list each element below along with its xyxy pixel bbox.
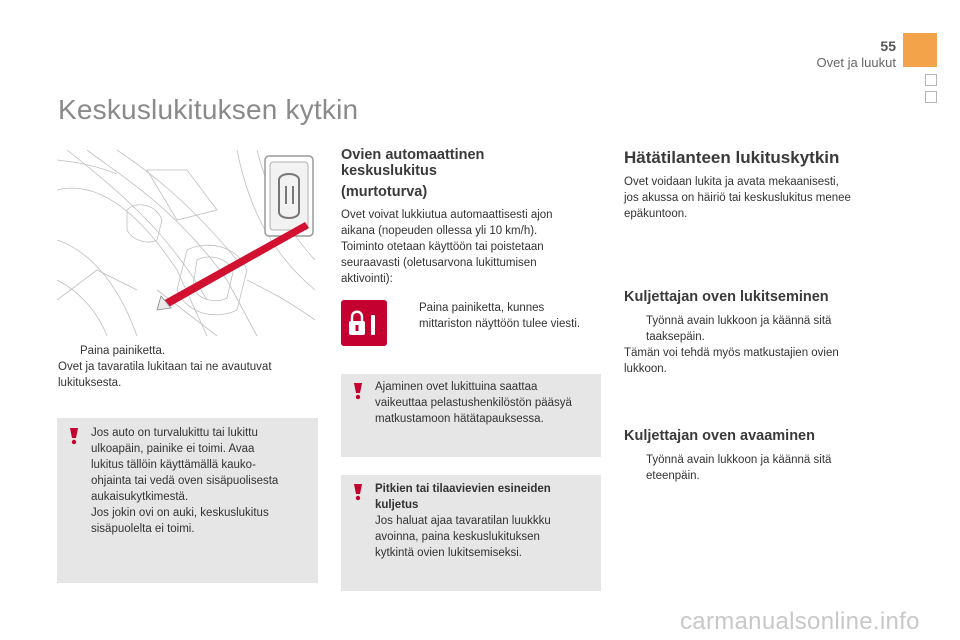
warning-box-rescue [341,374,601,457]
auto-lock-description: Ovet voivat lukkiutua automaattisesti ajon aikana (nopeuden ollessa yli 10 km/h). Toiminto otetaan käyttöön tai poistetaan seuraavasti (oletusarvona lukittumisen aktivointi): [341,209,553,285]
instruction-unlock-driver-door: Työnnä avain lukkoon ja käännä sitä eteenpäin. [646,454,832,482]
page-number: 55 [880,38,896,54]
warning-text-rescue: Ajaminen ovet lukittuina saattaa vaikeuttaa pelastushenkilöstön pääsyä matkustamoon hätätapauksessa. [375,381,572,425]
instruction-lock-driver-door: Työnnä avain lukkoon ja käännä sitä taaksepäin. [646,315,832,343]
warning-icon [349,483,367,501]
heading-auto-lock: Ovien automaattinen keskuslukitus (murtoturva) [341,147,485,200]
heading-driver-door-lock: Kuljettajan oven lukitseminen [624,289,829,305]
instruction-result: Ovet ja tavaratila lukitaan tai ne avautuvat lukituksesta. [58,361,272,389]
instruction-press-button: Paina painiketta. [80,345,166,357]
page-marker-2 [925,91,937,103]
section-title: Ovet ja luukut [816,55,896,70]
heading-emergency-lock: Hätätilanteen lukituskytkin [624,148,840,167]
heading-driver-door-unlock: Kuljettajan oven avaaminen [624,428,815,444]
warning-text-deadlock: Jos auto on turvalukittu tai lukittu ulkoapäin, painike ei toimi. Avaa lukitus tällöin käyttämällä kauko- ohjainta tai vedä oven sisäpuolisesta aukaisukytkimestä. Jos jokin ovi on auki, keskuslukitus sisäpuolelta ei toimi. [91,427,279,535]
page-title: Keskuslukituksen kytkin [58,94,359,125]
console-illustration [57,150,315,336]
warning-box-deadlock [57,418,318,583]
warning-icon [65,427,83,445]
section-tab [903,33,937,67]
page-marker-1 [925,74,937,86]
emergency-lock-intro: Ovet voidaan lukita ja avata mekaanisesti, jos akussa on häiriö tai keskuslukitus menee epäkuntoon. [624,176,851,220]
warning-box-long-objects [341,475,601,591]
instruction-hold-button: Paina painiketta, kunnes mittariston näyttöön tulee viesti. [419,302,581,330]
note-passenger-doors: Tämän voi tehdä myös matkustajien ovien lukkoon. [624,347,839,375]
lock-button-icon [341,300,387,346]
warning-text-long-objects: Pitkien tai tilaavievien esineiden kuljetus Jos haluat ajaa tavaratilan luukkku avoinna, paina keskuslukituksen kytkintä ovien lukitsemiseksi. [375,483,551,559]
warning-icon [349,382,367,400]
watermark: carmanualsonline.info [680,608,920,635]
